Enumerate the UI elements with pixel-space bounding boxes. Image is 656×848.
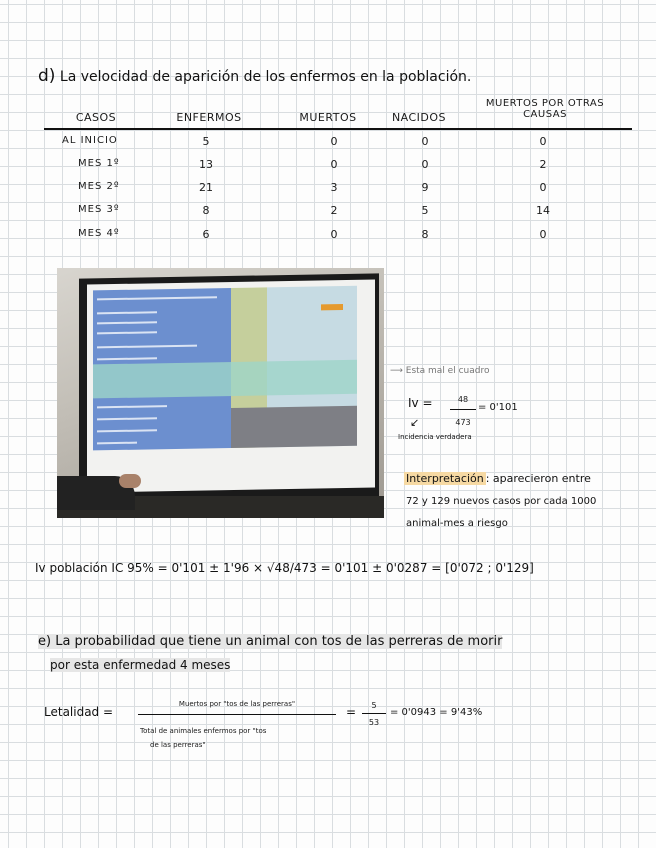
letalidad-value-denominator: 53 <box>368 718 380 727</box>
slide-dark-block <box>231 406 357 448</box>
letalidad-numerator: Muertos por "tos de las perreras" <box>178 700 296 708</box>
row-label: MES 4º <box>78 228 120 239</box>
cell-muertos: 2 <box>330 204 338 217</box>
population-ci-formula: Iv población IC 95% = 0'101 ± 1'96 × √48/473 = 0'101 ± 0'0287 = [0'072 ; 0'129] <box>35 561 534 575</box>
table-header-rule <box>44 128 632 130</box>
interpretation-line-2: 72 y 129 nuevos casos por cada 1000 <box>406 496 597 507</box>
section-e-line-2 <box>50 658 230 672</box>
row-label: AL INICIO <box>62 135 118 146</box>
iv-fraction-bar <box>450 409 476 410</box>
header-muertos-otras-line1: MUERTOS POR OTRAS <box>485 98 605 109</box>
cell-nacidos: 0 <box>421 158 429 171</box>
section-d-title <box>38 66 471 86</box>
cell-otras-causas: 0 <box>539 228 547 241</box>
header-casos: CASOS <box>75 111 117 124</box>
row-label: MES 3º <box>78 204 120 215</box>
cell-muertos: 3 <box>330 181 338 194</box>
section-e-line-1: e) La probabilidad que tiene un animal con tos de las perreras de morir <box>38 634 503 649</box>
header-muertos-otras-line2: CAUSAS <box>523 109 567 120</box>
cell-enfermos: 5 <box>202 135 210 148</box>
letalidad-label: Letalidad = <box>44 705 114 719</box>
header-muertos: MUERTOS <box>299 111 357 124</box>
cell-muertos: 0 <box>330 135 338 148</box>
incidence-label: Incidencia verdadera <box>398 433 472 441</box>
projector-photo <box>57 268 384 518</box>
person-hand <box>119 474 141 488</box>
iv-result: = 0'101 <box>478 402 518 413</box>
header-muertos-otras-causas <box>470 98 620 120</box>
iv-arrow-mark: ↙ <box>410 416 420 429</box>
cell-otras-causas: 0 <box>539 135 547 148</box>
interpretation-label: Interpretación <box>406 472 484 485</box>
section-e-title <box>38 634 502 649</box>
arrow-note: ⟶ Esta mal el cuadro <box>390 366 490 376</box>
cell-enfermos: 8 <box>202 204 210 217</box>
iv-label: Iv = <box>408 396 433 410</box>
iv-denominator: 473 <box>455 418 471 427</box>
cell-enfermos: 13 <box>199 158 213 171</box>
cell-otras-causas: 14 <box>536 204 550 217</box>
letalidad-value-bar <box>362 713 386 714</box>
cell-nacidos: 5 <box>421 204 429 217</box>
projection-screen <box>87 279 375 492</box>
cell-otras-causas: 2 <box>539 158 547 171</box>
header-nacidos: NACIDOS <box>391 111 447 124</box>
section-d-text: La velocidad de aparición de los enfermos en la población. <box>59 69 472 85</box>
row-label: MES 2º <box>78 181 120 192</box>
letalidad-fraction-bar <box>138 714 336 715</box>
letalidad-equals: = <box>346 705 357 719</box>
cell-nacidos: 9 <box>421 181 429 194</box>
cell-nacidos: 0 <box>421 135 429 148</box>
cell-muertos: 0 <box>330 228 338 241</box>
cell-muertos: 0 <box>330 158 338 171</box>
cell-enfermos: 21 <box>199 181 213 194</box>
section-d-letter: d) <box>38 66 56 86</box>
slide-highlight-band <box>93 360 357 399</box>
slide-orange-tag <box>321 304 343 310</box>
cell-enfermos: 6 <box>202 228 210 241</box>
cell-nacidos: 8 <box>421 228 429 241</box>
interpretation-line-3: animal-mes a riesgo <box>406 518 508 529</box>
interpretation-text: : aparecieron entre <box>485 472 591 485</box>
letalidad-result: = 0'0943 = 9'43% <box>390 707 483 718</box>
letalidad-value-numerator: 5 <box>371 701 377 710</box>
interpretation-line-1 <box>404 472 591 485</box>
iv-numerator: 48 <box>457 395 469 404</box>
letalidad-denominator-line-1: Total de animales enfermos por "tos <box>140 727 267 735</box>
letalidad-denominator-line-2: de las perreras" <box>150 741 206 749</box>
section-e-line-2-text: por esta enfermedad 4 meses <box>50 658 231 672</box>
row-label: MES 1º <box>78 158 120 169</box>
header-enfermos: ENFERMOS <box>176 111 242 124</box>
cell-otras-causas: 0 <box>539 181 547 194</box>
